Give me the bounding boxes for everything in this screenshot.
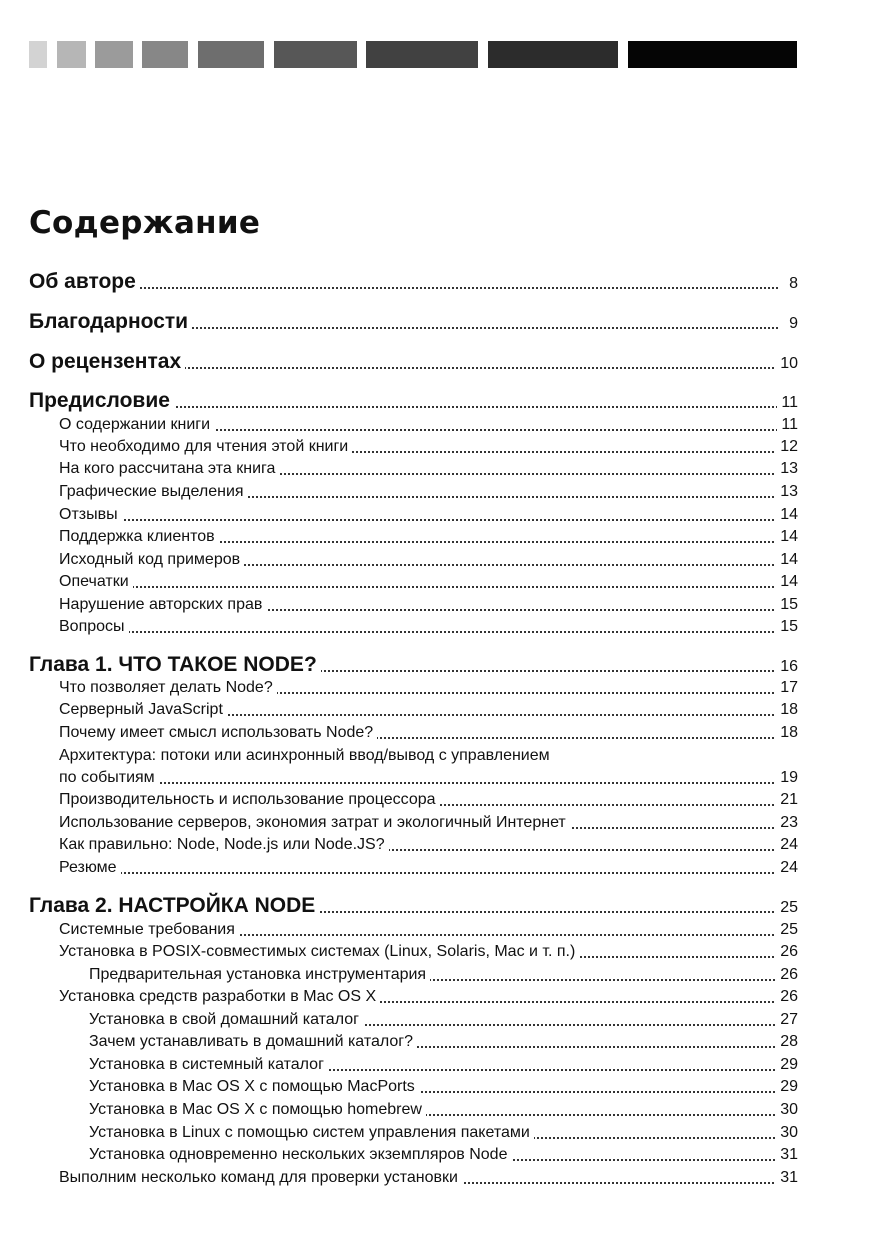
toc-entry-page: 9 <box>785 315 798 333</box>
toc-entry-page: 18 <box>776 701 798 719</box>
toc-entry[interactable] <box>0 1169 875 1189</box>
toc-entry-label: Установка средств разработки в Mac OS X <box>59 988 380 1006</box>
toc-entry-label: Установка в Linux с помощью систем управления пакетами <box>89 1124 534 1142</box>
toc-entry[interactable] <box>0 573 875 593</box>
toc-entry[interactable] <box>0 679 875 699</box>
toc-entry[interactable] <box>0 551 875 571</box>
toc-entry[interactable] <box>0 389 875 415</box>
toc-entry-label: Предварительная установка инструментария <box>89 966 430 984</box>
toc-entry-page: 29 <box>776 1078 798 1096</box>
toc-entry-label: О содержании книги <box>59 416 214 434</box>
toc-entry-page: 11 <box>777 394 798 412</box>
toc-entry-label-line1[interactable]: Архитектура: потоки или асинхронный ввод/вывод с управлением <box>59 747 550 764</box>
toc-entry-page: 18 <box>776 724 798 742</box>
toc-entry[interactable] <box>0 769 875 789</box>
toc-entry[interactable] <box>0 528 875 548</box>
toc-entry-label: Установка одновременно нескольких экземпляров Node <box>89 1146 511 1164</box>
toc-entry-label: Исходный код примеров <box>59 551 244 569</box>
toc-entry[interactable] <box>0 1146 875 1166</box>
toc-entry-page: 14 <box>776 551 798 569</box>
toc-entry-page: 30 <box>776 1124 798 1142</box>
toc-entry-label: О рецензентах <box>29 350 185 374</box>
toc-entry-label: Графические выделения <box>59 483 248 501</box>
toc-entry-label: Отзывы <box>59 506 122 524</box>
toc-entry-page: 31 <box>776 1146 798 1164</box>
toc-entry[interactable] <box>0 460 875 480</box>
toc-entry-label: Глава 2. НАСТРОЙКА NODE <box>29 894 319 918</box>
toc-entry-label: Что позволяет делать Node? <box>59 679 277 697</box>
toc-entry-page: 17 <box>776 679 798 697</box>
toc-entry-label: Установка в системный каталог <box>89 1056 328 1074</box>
toc-entry-label: Установка в свой домашний каталог <box>89 1011 363 1029</box>
toc-entry-page: 15 <box>776 618 798 636</box>
toc-entry-page: 23 <box>776 814 798 832</box>
toc-entry[interactable] <box>0 438 875 458</box>
toc-entry[interactable] <box>0 270 875 296</box>
toc-entry-label: Опечатки <box>59 573 133 591</box>
toc-entry[interactable] <box>0 1011 875 1031</box>
toc-entry-label: Установка в Mac OS X с помощью homebrew <box>89 1101 426 1119</box>
toc-entry-page: 14 <box>776 506 798 524</box>
toc-entry-chapter[interactable] <box>0 653 875 679</box>
leader-dots <box>60 631 778 633</box>
toc-entry[interactable] <box>0 836 875 856</box>
toc-entry-label: Как правильно: Node, Node.js или Node.JS? <box>59 836 389 854</box>
toc-entry-page: 30 <box>776 1101 798 1119</box>
toc-entry-label: Поддержка клиентов <box>59 528 219 546</box>
toc-entry-label: Выполним несколько команд для проверки установки <box>59 1169 462 1187</box>
toc-entry-label: Резюме <box>59 859 121 877</box>
toc-entry[interactable] <box>0 596 875 616</box>
leader-dots <box>60 586 778 588</box>
toc-entry[interactable] <box>0 350 875 376</box>
toc-entry-page: 16 <box>776 658 798 676</box>
toc-entry-page: 14 <box>776 573 798 591</box>
toc-entry-page: 8 <box>785 275 798 293</box>
toc-entry[interactable] <box>0 921 875 941</box>
toc-entry[interactable] <box>0 943 875 963</box>
page-title: Содержание <box>29 205 261 241</box>
toc-entry[interactable] <box>0 1124 875 1144</box>
toc-entry[interactable] <box>0 814 875 834</box>
toc-entry-page: 14 <box>776 528 798 546</box>
toc-entry-page: 24 <box>776 859 798 877</box>
toc-entry[interactable] <box>0 1078 875 1098</box>
toc-entry-label: по событиям <box>59 769 159 787</box>
toc-entry-label: Предисловие <box>29 389 174 413</box>
toc-entry-label: Зачем устанавливать в домашний каталог? <box>89 1033 417 1051</box>
toc-entry-label: Об авторе <box>29 270 140 294</box>
toc-entry-label: Глава 1. ЧТО ТАКОЕ NODE? <box>29 653 321 677</box>
toc-entry-label: Установка в Mac OS X с помощью MacPorts <box>89 1078 419 1096</box>
leader-dots <box>60 287 778 289</box>
toc-entry[interactable] <box>0 701 875 721</box>
toc-entry-page: 15 <box>776 596 798 614</box>
toc-entry-label: Что необходимо для чтения этой книги <box>59 438 352 456</box>
toc-entry[interactable] <box>0 483 875 503</box>
toc-entry-page: 10 <box>776 355 798 373</box>
toc-entry-page: 25 <box>776 899 798 917</box>
toc-entry-label: Почему имеет смысл использовать Node? <box>59 724 377 742</box>
toc-entry[interactable] <box>0 1101 875 1121</box>
toc-entry[interactable] <box>0 791 875 811</box>
toc-entry-page: 31 <box>776 1169 798 1187</box>
toc-entry-page: 21 <box>776 791 798 809</box>
toc-entry-label: Установка в POSIX-совместимых системах (Linux, Solaris, Mac и т. п.) <box>59 943 579 961</box>
toc-entry-page: 25 <box>776 921 798 939</box>
toc-entry[interactable] <box>0 724 875 744</box>
toc-entry-label: Использование серверов, экономия затрат и экологичный Интернет <box>59 814 570 832</box>
toc-entry-page: 12 <box>776 438 798 456</box>
toc-entry-label: Благодарности <box>29 310 192 334</box>
toc-entry-label: Системные требования <box>59 921 239 939</box>
toc-entry[interactable] <box>0 416 875 436</box>
toc-entry-page: 29 <box>776 1056 798 1074</box>
toc-entry[interactable] <box>0 966 875 986</box>
leader-dots <box>60 782 778 784</box>
toc-entry-chapter[interactable] <box>0 894 875 920</box>
toc-entry-page: 28 <box>776 1033 798 1051</box>
toc-entry-label: Нарушение авторских прав <box>59 596 266 614</box>
toc-entry-label: Производительность и использование процессора <box>59 791 440 809</box>
toc-entry-page: 11 <box>777 416 798 434</box>
toc-entry[interactable] <box>0 618 875 638</box>
toc-entry[interactable] <box>0 1056 875 1076</box>
toc-entry[interactable] <box>0 506 875 526</box>
leader-dots <box>60 872 778 874</box>
toc-entry-page: 27 <box>776 1011 798 1029</box>
toc-entry[interactable] <box>0 1033 875 1053</box>
leader-dots <box>60 519 778 521</box>
toc-entry-label: Серверный JavaScript <box>59 701 227 719</box>
toc-entry-label: На кого рассчитана эта книга <box>59 460 279 478</box>
toc-entry-page: 24 <box>776 836 798 854</box>
toc-entry-page: 26 <box>776 966 798 984</box>
toc-entry-page: 26 <box>776 943 798 961</box>
toc-entry[interactable] <box>0 988 875 1008</box>
toc-entry-label: Вопросы <box>59 618 129 636</box>
toc-entry[interactable] <box>0 310 875 336</box>
toc-entry-page: 13 <box>776 460 798 478</box>
toc-entry[interactable] <box>0 859 875 879</box>
toc-entry-page: 26 <box>776 988 798 1006</box>
toc-entry-page: 13 <box>776 483 798 501</box>
toc-entry-page: 19 <box>776 769 798 787</box>
